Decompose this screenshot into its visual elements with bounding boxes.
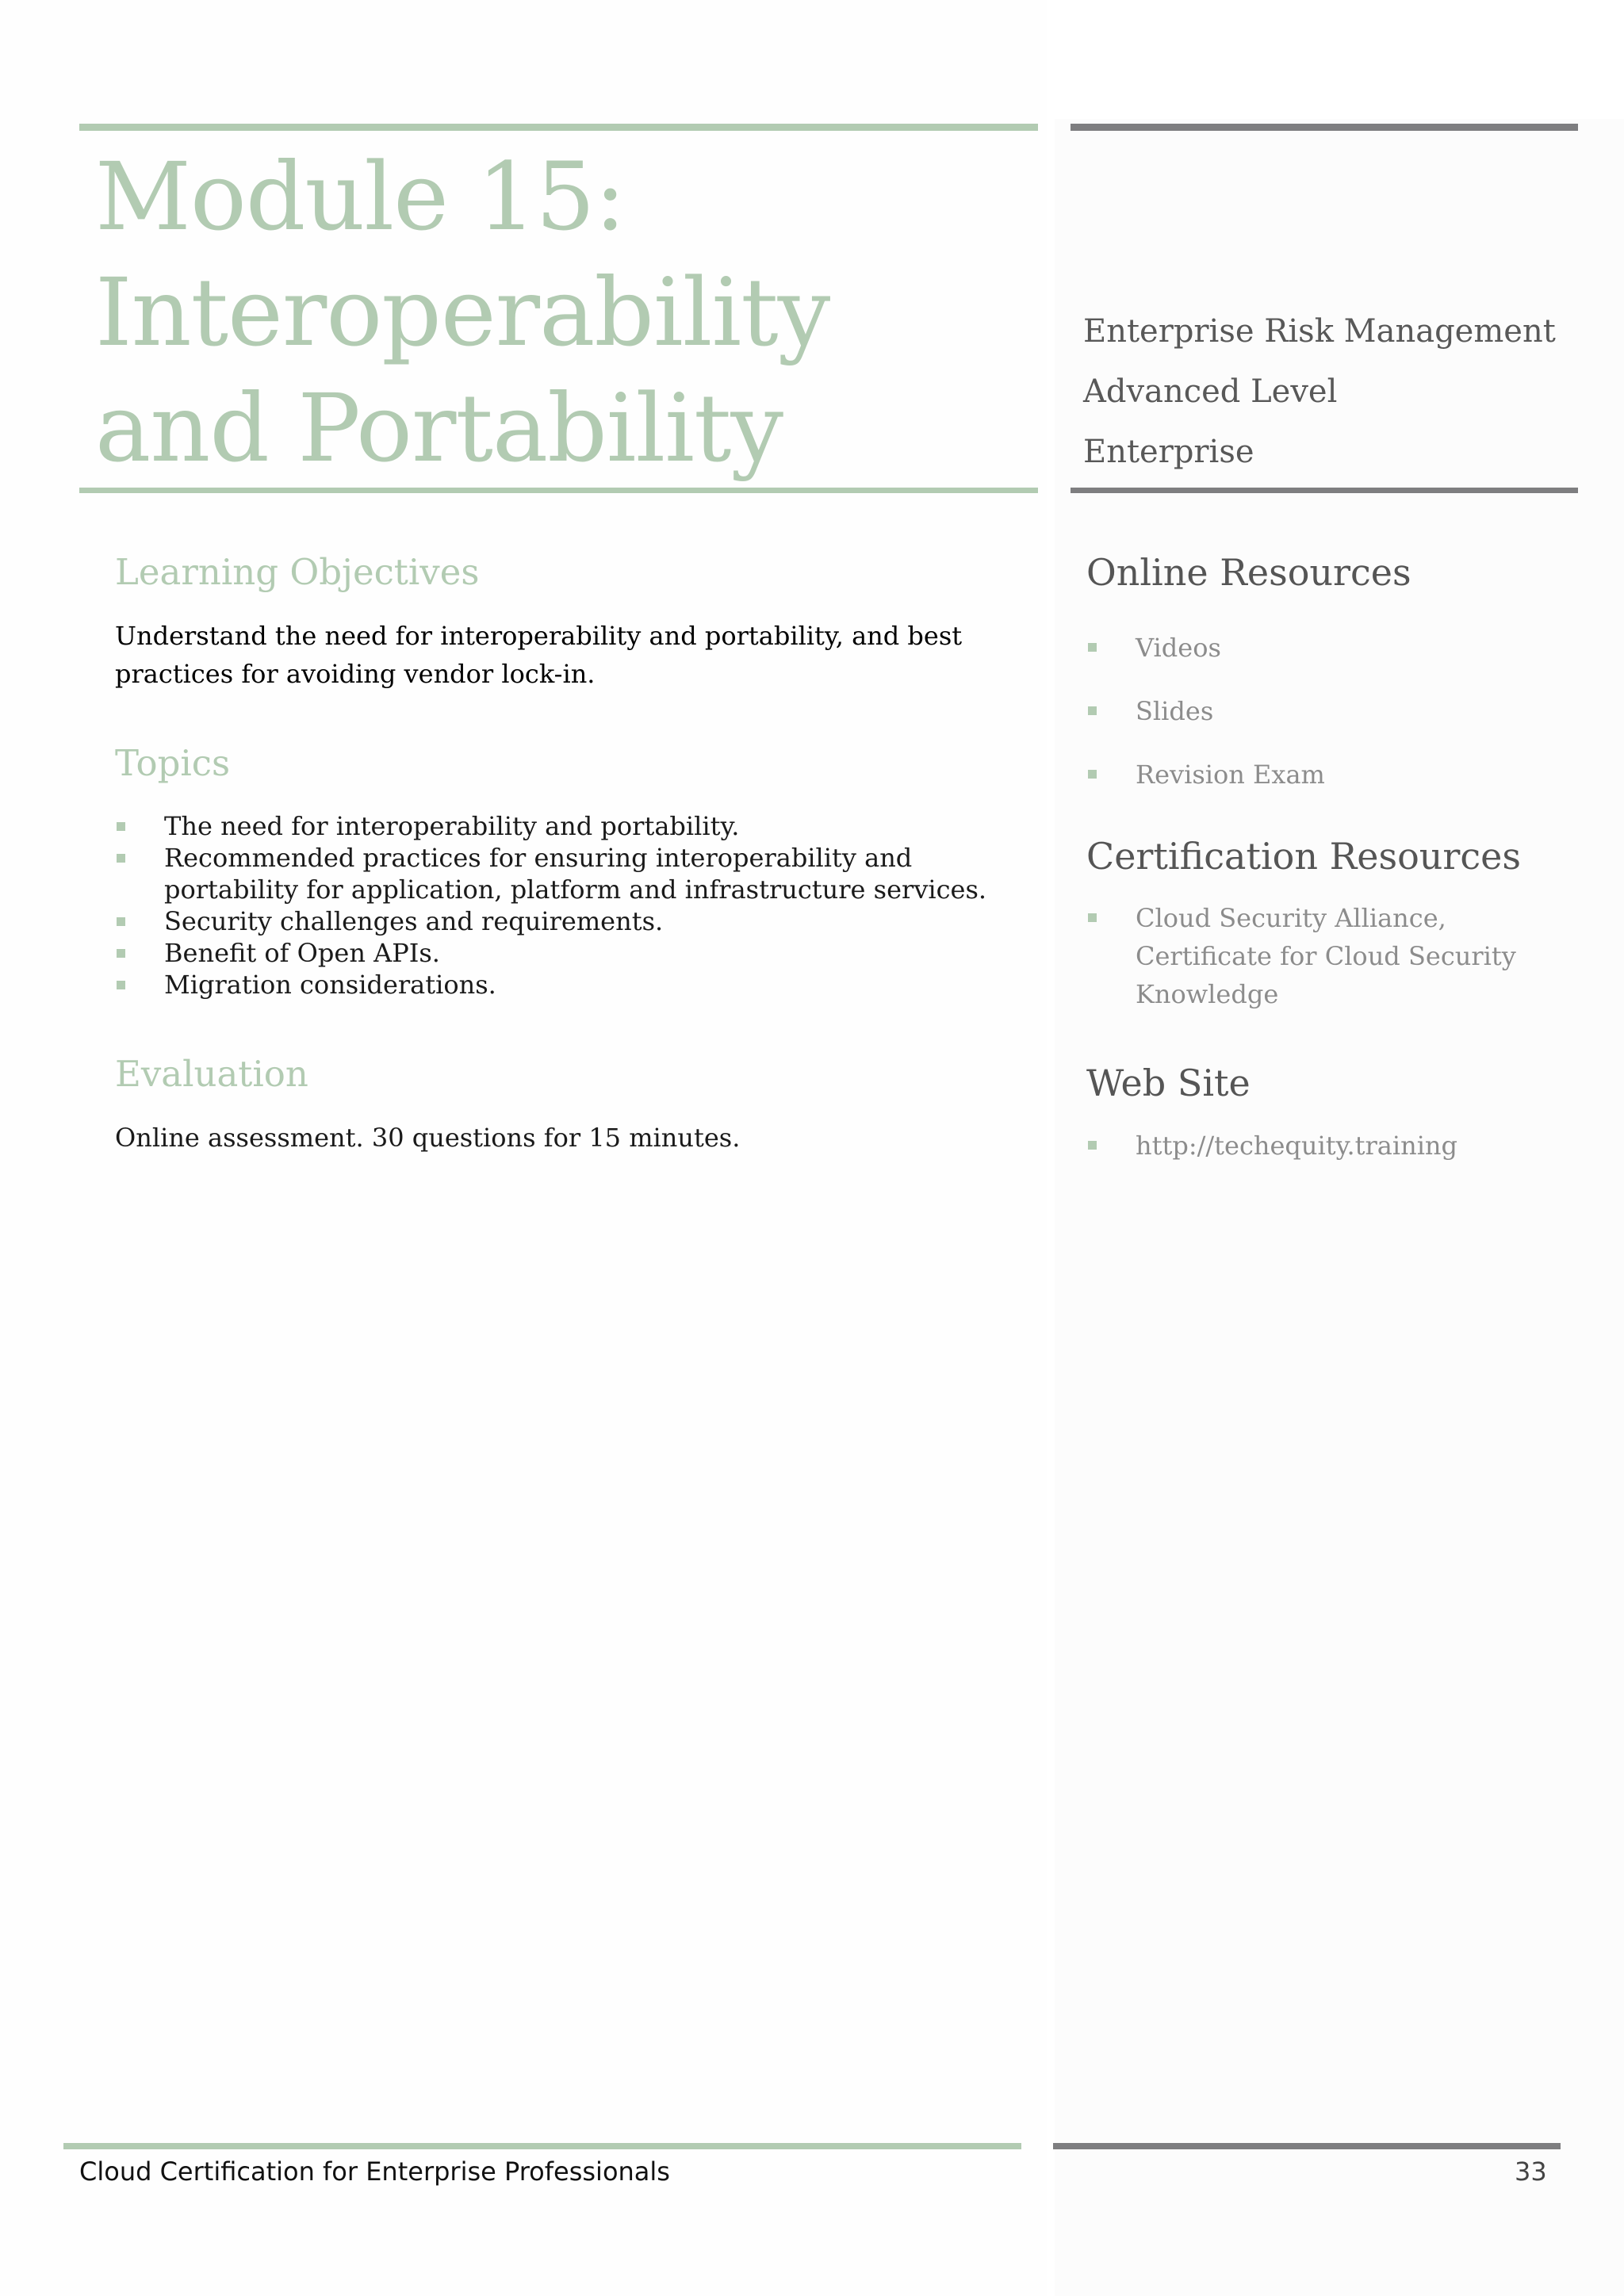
bullet-square-icon bbox=[1088, 706, 1097, 715]
meta-program: Enterprise Risk Management bbox=[1083, 313, 1556, 350]
meta-level: Advanced Level bbox=[1083, 373, 1338, 410]
bullet-square-icon bbox=[117, 981, 125, 989]
certification-resources-heading: Certification Resources bbox=[1086, 835, 1521, 878]
certification-resources-list bbox=[1086, 899, 1530, 1013]
bullet-square-icon bbox=[1088, 1141, 1097, 1150]
course-meta bbox=[1083, 301, 1556, 482]
list-item: Migration considerations. bbox=[115, 969, 1027, 1001]
web-site-link[interactable]: http://techequity.training bbox=[1086, 1127, 1594, 1165]
list-item: Benefit of Open APIs. bbox=[115, 937, 1027, 969]
page-number: 33 bbox=[1515, 2156, 1547, 2187]
bullet-square-icon bbox=[1088, 913, 1097, 922]
bullet-square-icon bbox=[117, 854, 125, 863]
resource-slides[interactable]: Slides bbox=[1086, 679, 1594, 743]
list-item: Security challenges and requirements. bbox=[115, 905, 1027, 937]
meta-bottom-rule bbox=[1071, 488, 1578, 493]
resource-revision-exam[interactable]: Revision Exam bbox=[1086, 743, 1594, 806]
footer-left-rule bbox=[63, 2143, 1021, 2149]
title-bottom-rule bbox=[79, 488, 1038, 493]
topics-list bbox=[115, 810, 1027, 1001]
meta-top-rule bbox=[1071, 124, 1578, 131]
topics-heading: Topics bbox=[115, 742, 231, 784]
title-top-rule bbox=[79, 124, 1038, 131]
online-resources-heading: Online Resources bbox=[1086, 551, 1411, 594]
footer-right-rule bbox=[1053, 2143, 1561, 2149]
web-site-list bbox=[1086, 1127, 1594, 1165]
learning-objectives-heading: Learning Objectives bbox=[115, 551, 480, 593]
bullet-square-icon bbox=[1088, 643, 1097, 652]
learning-objectives-text: Understand the need for interoperability and portability, and best practices for avoiding vendor lock-in. bbox=[115, 621, 963, 689]
list-item: The need for interoperability and portability. bbox=[115, 810, 1027, 842]
resource-csa-ccsk[interactable]: Cloud Security Alliance, Certificate for Cloud Security Knowledge bbox=[1086, 899, 1530, 1013]
web-site-heading: Web Site bbox=[1086, 1062, 1251, 1104]
list-item: Recommended practices for ensuring interoperability and portability for application, platform and infrastructure services. bbox=[115, 842, 1027, 905]
meta-audience: Enterprise bbox=[1083, 434, 1254, 470]
footer-title: Cloud Certification for Enterprise Professionals bbox=[79, 2156, 670, 2187]
resource-videos[interactable]: Videos bbox=[1086, 616, 1594, 679]
bullet-square-icon bbox=[117, 949, 125, 958]
bullet-square-icon bbox=[117, 822, 125, 831]
bullet-square-icon bbox=[1088, 770, 1097, 779]
evaluation-text: Online assessment. 30 questions for 15 minutes. bbox=[115, 1123, 741, 1153]
bullet-square-icon bbox=[117, 917, 125, 926]
online-resources-list bbox=[1086, 616, 1594, 806]
module-title: Module 15: Interoperability and Portability bbox=[95, 142, 830, 483]
evaluation-heading: Evaluation bbox=[115, 1053, 308, 1095]
